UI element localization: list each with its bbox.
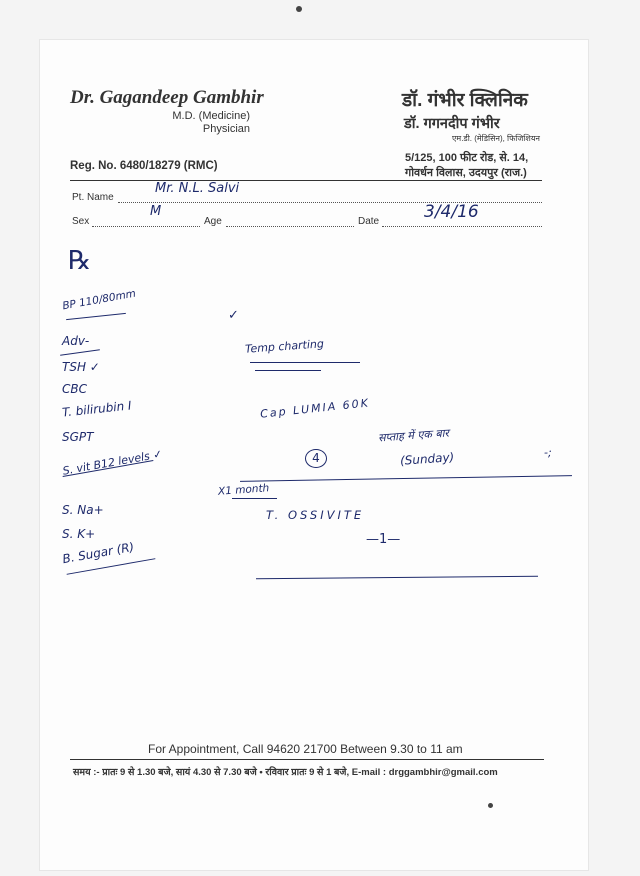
test-item: CBC	[62, 382, 87, 396]
address-line-2: गोवर्धन विलास, उदयपुर (राज.)	[405, 167, 527, 179]
test-item: T. bilirubin I	[61, 398, 133, 420]
qualification-hindi: एम.डी. (मेडिसिन), फिजिशियन	[452, 134, 540, 143]
date-label: Date	[358, 216, 380, 227]
punch-mark	[296, 6, 302, 12]
age-label: Age	[204, 216, 222, 227]
patient-name-label: Pt. Name	[72, 192, 114, 203]
test-item: S. K+	[62, 527, 96, 541]
clinic-name-hindi: डॉ. गंभीर क्लिनिक	[402, 90, 528, 111]
temp-underline	[250, 362, 360, 363]
medicine-1-quantity: 4	[305, 449, 327, 468]
advice-heading: Adv-	[62, 334, 90, 348]
patient-name-value: Mr. N.L. Salvi	[155, 181, 240, 196]
duration-underline	[232, 498, 277, 499]
age-line	[226, 226, 354, 227]
footer-divider	[70, 759, 544, 760]
medicine-1-day: (Sunday)	[399, 450, 455, 468]
address-line-1: 5/125, 100 फीट रोड, से. 14,	[405, 152, 529, 164]
temp-underline	[255, 370, 321, 371]
sex-label: Sex	[72, 216, 90, 227]
stray-mark: -;	[544, 446, 552, 459]
sex-value: M	[150, 204, 162, 219]
rx-symbol: ℞	[68, 246, 92, 276]
test-item: SGPT	[62, 430, 94, 444]
test-item: S. Na+	[62, 503, 104, 517]
header-divider	[70, 180, 542, 181]
margin-mark: ✓	[228, 308, 239, 323]
doctor-name-hindi: डॉ. गगनदीप गंभीर	[404, 116, 500, 132]
registration-number: Reg. No. 6480/18279 (RMC)	[70, 160, 218, 172]
test-item: TSH ✓	[62, 360, 100, 374]
medicine-2: T. OSSIVITE	[266, 508, 365, 522]
designation-text: Physician	[202, 123, 250, 135]
doctor-qualification	[160, 110, 250, 136]
appointment-info: For Appointment, Call 94620 21700 Between 9.30 to 11 am	[148, 742, 463, 756]
medicine-1: Cap LUMIA 60K	[259, 396, 371, 421]
clinic-timings: समय :- प्रातः 9 से 1.30 बजे, सायं 4.30 से 7.30 बजे • रविवार प्रातः 9 से 1 बजे, E-mail : drggambhir@gmail.com	[73, 767, 498, 778]
qualification-text: M.D. (Medicine)	[172, 110, 250, 122]
punch-mark	[488, 803, 493, 808]
medicine-2-dose: —1—	[366, 532, 401, 547]
medicine-1-frequency: सप्ताह में एक बार	[377, 426, 450, 445]
test-item: S. vit B12 levels ✓	[61, 447, 164, 478]
date-value: 3/4/16	[424, 202, 479, 222]
doctor-name-english: Dr. Gagandeep Gambhir	[70, 87, 264, 108]
sex-line	[92, 226, 200, 227]
test-item: B. Sugar (R)	[61, 539, 136, 567]
temp-charting: Temp charting	[244, 337, 325, 356]
duration: X1 month	[217, 482, 270, 498]
bp-reading: BP 110/80mm	[61, 287, 137, 313]
date-line	[382, 226, 542, 227]
